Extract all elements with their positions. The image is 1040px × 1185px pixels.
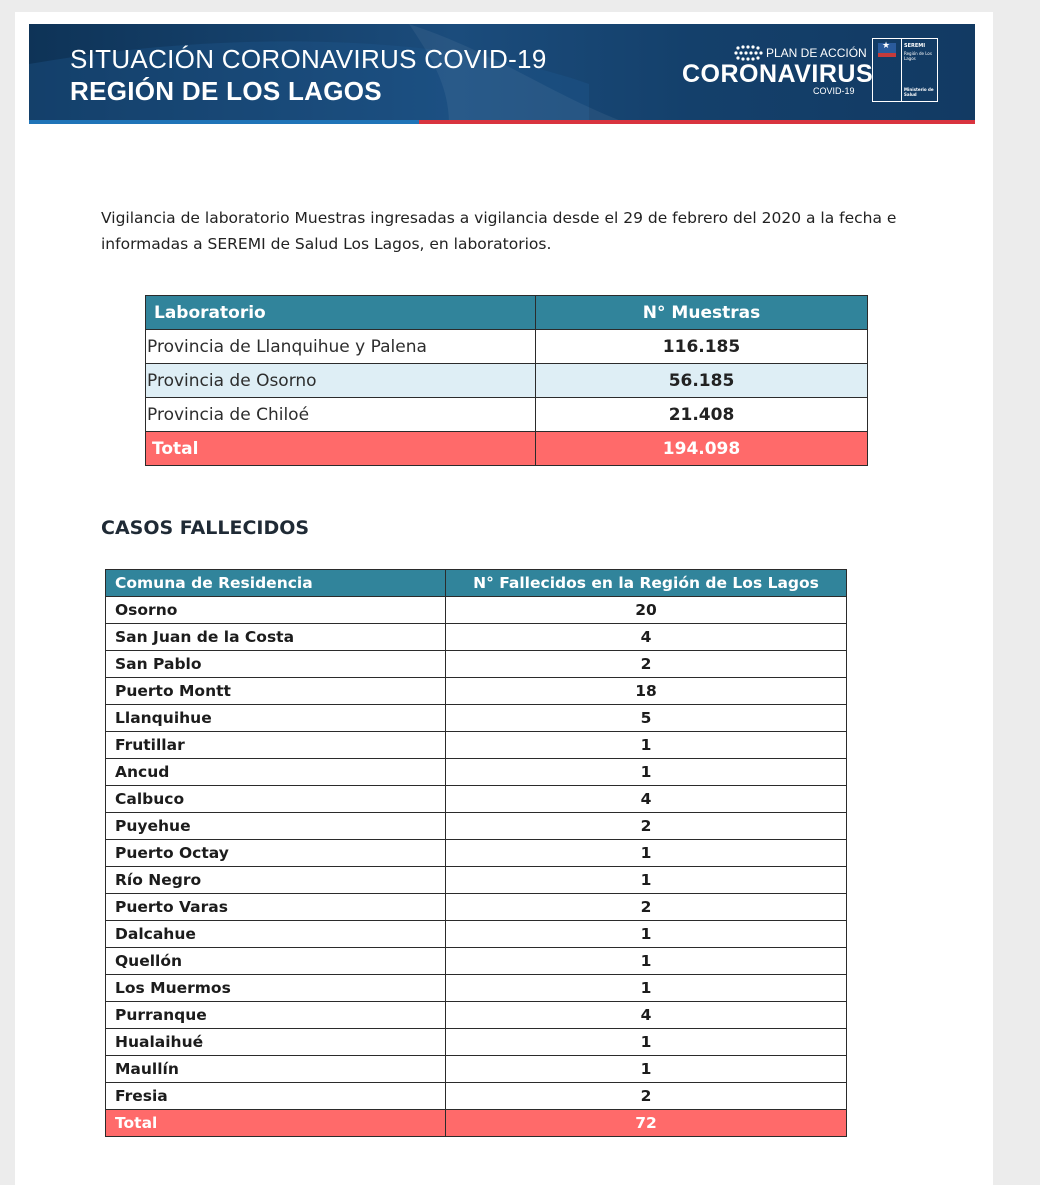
table-row	[106, 624, 847, 651]
banner-stripe-blue	[29, 120, 419, 124]
lab-count-cell: 116.185	[536, 330, 868, 364]
column-header-laboratorio: Laboratorio	[146, 296, 536, 330]
table-row	[106, 651, 847, 678]
comuna-cell: Puerto Montt	[106, 678, 446, 705]
deaths-count-cell: 2	[446, 813, 847, 840]
banner-title-line1: SITUACIÓN CORONAVIRUS COVID-19	[70, 44, 547, 74]
banner-title-line2: REGIÓN DE LOS LAGOS	[70, 76, 382, 106]
total-label-cell: Total	[146, 432, 536, 466]
comuna-cell: Fresia	[106, 1083, 446, 1110]
total-row	[106, 1110, 847, 1137]
star-icon: ★	[882, 41, 891, 51]
comuna-cell: Ancud	[106, 759, 446, 786]
table-row	[106, 840, 847, 867]
column-header-comuna: Comuna de Residencia	[106, 570, 446, 597]
deaths-count-cell: 5	[446, 705, 847, 732]
deaths-count-cell: 2	[446, 894, 847, 921]
deaths-count-cell: 18	[446, 678, 847, 705]
deaths-count-cell: 1	[446, 1056, 847, 1083]
deaths-table	[105, 569, 847, 1137]
comuna-cell: Puerto Varas	[106, 894, 446, 921]
deaths-count-cell: 2	[446, 651, 847, 678]
total-row	[146, 432, 868, 466]
lab-count-cell: 21.408	[536, 398, 868, 432]
comuna-cell: Río Negro	[106, 867, 446, 894]
seremi-region-text: Región de Los Lagos	[904, 51, 932, 61]
total-value-cell: 194.098	[536, 432, 868, 466]
comuna-cell: Hualaihué	[106, 1029, 446, 1056]
deaths-count-cell: 1	[446, 1029, 847, 1056]
lab-samples-table	[145, 295, 868, 466]
table-row	[106, 1056, 847, 1083]
comuna-cell: Purranque	[106, 1002, 446, 1029]
deaths-count-cell: 1	[446, 840, 847, 867]
total-value-cell: 72	[446, 1110, 847, 1137]
table-row	[106, 1083, 847, 1110]
table-row	[106, 786, 847, 813]
deaths-count-cell: 1	[446, 759, 847, 786]
comuna-cell: San Juan de la Costa	[106, 624, 446, 651]
deaths-count-cell: 4	[446, 786, 847, 813]
deaths-count-cell: 4	[446, 624, 847, 651]
table-row	[106, 894, 847, 921]
deaths-count-cell: 1	[446, 948, 847, 975]
table-row	[106, 948, 847, 975]
lab-name-cell: Provincia de Llanquihue y Palena	[146, 330, 536, 364]
document-page	[15, 12, 993, 1185]
deaths-count-cell: 2	[446, 1083, 847, 1110]
table-header-row	[146, 296, 868, 330]
lab-name-cell: Provincia de Osorno	[146, 364, 536, 398]
comuna-cell: Puerto Octay	[106, 840, 446, 867]
seremi-logo-text: SEREMI	[904, 43, 926, 49]
comuna-cell: San Pablo	[106, 651, 446, 678]
comuna-cell: Puyehue	[106, 813, 446, 840]
comuna-cell: Osorno	[106, 597, 446, 624]
comuna-cell: Frutillar	[106, 732, 446, 759]
table-row	[106, 732, 847, 759]
table-row	[146, 398, 868, 432]
comuna-cell: Maullín	[106, 1056, 446, 1083]
comuna-cell: Quellón	[106, 948, 446, 975]
deaths-count-cell: 1	[446, 867, 847, 894]
table-row	[106, 759, 847, 786]
comuna-cell: Calbuco	[106, 786, 446, 813]
total-label-cell: Total	[106, 1110, 446, 1137]
table-row	[146, 330, 868, 364]
deaths-section-title: CASOS FALLECIDOS	[101, 517, 310, 539]
seremi-logo	[872, 38, 938, 102]
lab-count-cell: 56.185	[536, 364, 868, 398]
table-row	[146, 364, 868, 398]
logo-divider	[901, 39, 902, 101]
table-row	[106, 1002, 847, 1029]
comuna-cell: Llanquihue	[106, 705, 446, 732]
comuna-cell: Los Muermos	[106, 975, 446, 1002]
table-row	[106, 867, 847, 894]
deaths-count-cell: 1	[446, 975, 847, 1002]
table-row	[106, 921, 847, 948]
lab-name-cell: Provincia de Chiloé	[146, 398, 536, 432]
table-row	[106, 678, 847, 705]
plan-de-accion-label: PLAN DE ACCIÓN	[766, 46, 867, 60]
header-banner	[29, 24, 975, 124]
table-row	[106, 597, 847, 624]
banner-stripe-red	[419, 120, 975, 124]
deaths-count-cell: 4	[446, 1002, 847, 1029]
deaths-count-cell: 20	[446, 597, 847, 624]
table-row	[106, 1029, 847, 1056]
table-row	[106, 813, 847, 840]
deaths-count-cell: 1	[446, 732, 847, 759]
chile-flag-red-stripe	[878, 53, 896, 57]
covid-sublabel: COVID-19	[813, 86, 855, 96]
comuna-cell: Dalcahue	[106, 921, 446, 948]
intro-paragraph: Vigilancia de laboratorio Muestras ingresadas a vigilancia desde el 29 de febrero del 2020 a la fecha e informadas a SEREMI de Salud Los Lagos, en laboratorios.	[101, 209, 897, 253]
ministry-text: Ministerio de Salud	[904, 87, 934, 97]
coronavirus-brand: CORONAVIRUS	[682, 60, 874, 88]
table-row	[106, 705, 847, 732]
deaths-count-cell: 1	[446, 921, 847, 948]
table-header-row	[106, 570, 847, 597]
table-row	[106, 975, 847, 1002]
column-header-fallecidos: N° Fallecidos en la Región de Los Lagos	[446, 570, 847, 597]
column-header-muestras: N° Muestras	[536, 296, 868, 330]
